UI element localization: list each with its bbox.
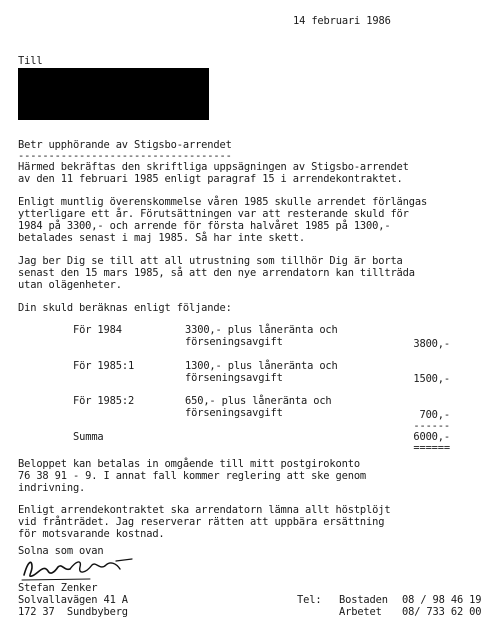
- phone-work-number: 08/ 733 62 00: [402, 606, 482, 618]
- paragraph-4-line-1: Beloppet kan betalas in omgående till mitt postgirokonto: [18, 458, 360, 470]
- paragraph-1-line-1: Härmed bekräftas den skriftliga uppsägningen av Stigsbo-arrendet: [18, 161, 409, 173]
- debt-row-period: För 1985:2: [73, 395, 135, 407]
- redacted-recipient-block: [18, 68, 209, 120]
- debt-row-desc: 650,- plus låneränta och: [185, 395, 332, 407]
- sender-name: Stefan Zenker: [18, 582, 98, 594]
- paragraph-3-line-3: utan olägenheter.: [18, 279, 122, 291]
- debt-row-desc: förseningsavgift: [185, 407, 283, 419]
- sender-street: Solvallavägen 41 A: [18, 594, 128, 606]
- place-line: Solna som ovan: [18, 545, 104, 557]
- debt-row-desc: förseningsavgift: [185, 336, 283, 348]
- total-rule: ------: [413, 420, 450, 432]
- sum-double-rule: ======: [413, 442, 450, 454]
- debt-row-total: 1500,-: [413, 373, 450, 385]
- paragraph-3-line-1: Jag ber Dig se till att all utrustning som tillhör Dig är borta: [18, 255, 403, 267]
- debt-intro: Din skuld beräknas enligt följande:: [18, 302, 232, 314]
- debt-row-period: För 1984: [73, 324, 122, 336]
- subject-line: Betr upphörande av Stigsbo-arrendet: [18, 139, 232, 151]
- phone-work-label: Arbetet: [339, 606, 382, 618]
- paragraph-1-line-2: av den 11 februari 1985 enligt paragraf 15 i arrendekontraktet.: [18, 173, 403, 185]
- phone-label: Tel:: [297, 594, 322, 606]
- debt-row-desc: 3300,- plus låneränta och: [185, 324, 338, 336]
- paragraph-2-line-3: 1984 på 3300,- och arrende för första halvåret 1985 på 1300,-: [18, 220, 391, 232]
- paragraph-3-line-2: senast den 15 mars 1985, så att den nye arrendatorn kan tillträda: [18, 267, 415, 279]
- sum-label: Summa: [73, 431, 104, 443]
- phone-home-label: Bostaden: [339, 594, 388, 606]
- debt-row-desc: förseningsavgift: [185, 372, 283, 384]
- paragraph-2-line-4: betalades senast i maj 1985. Så har inte skett.: [18, 232, 305, 244]
- sum-value: 6000,-: [413, 431, 450, 443]
- paragraph-5-line-3: för motsvarande kostnad.: [18, 528, 165, 540]
- paragraph-4-line-3: indrivning.: [18, 482, 86, 494]
- paragraph-2-line-2: ytterligare ett år. Förutsättningen var att resterande skuld för: [18, 208, 409, 220]
- sender-postal: 172 37 Sundbyberg: [18, 606, 128, 618]
- debt-row-total: 3800,-: [413, 338, 450, 350]
- debt-row-total: 700,-: [419, 409, 450, 421]
- debt-row-period: För 1985:1: [73, 360, 135, 372]
- debt-row-desc: 1300,- plus låneränta och: [185, 360, 338, 372]
- handwritten-signature: [20, 553, 135, 581]
- paragraph-2-line-1: Enligt muntlig överenskommelse våren 1985 skulle arrendet förlängas: [18, 196, 428, 208]
- letter-date: 14 februari 1986: [293, 15, 391, 27]
- phone-home-number: 08 / 98 46 19: [402, 594, 482, 606]
- paragraph-5-line-1: Enligt arrendekontraktet ska arrendatorn lämna allt höstplöjt: [18, 504, 391, 516]
- recipient-label: Till: [18, 55, 43, 67]
- paragraph-4-line-2: 76 38 91 - 9. I annat fall kommer reglering att ske genom: [18, 470, 367, 482]
- subject-underline: -----------------------------------: [18, 150, 232, 162]
- paragraph-5-line-2: vid frånträdet. Jag reserverar rätten att uppbära ersättning: [18, 516, 385, 528]
